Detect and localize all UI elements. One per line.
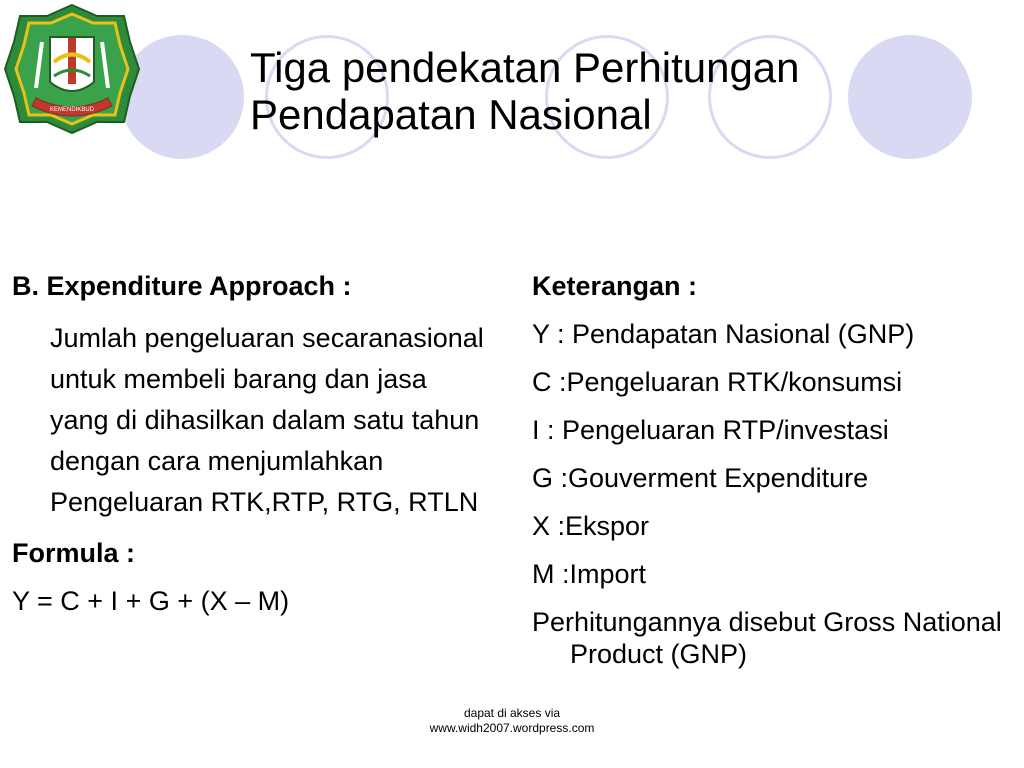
title-line-1: Tiga pendekatan Perhitungan — [250, 44, 800, 91]
footer-link[interactable]: www.widh2007.wordpress.com — [429, 721, 595, 735]
slide-title — [250, 44, 950, 138]
title-line-2: Pendapatan Nasional — [250, 91, 652, 138]
source-footer — [400, 706, 624, 736]
expenditure-approach-column — [12, 270, 492, 633]
formula-text: Y = C + I + G + (X – M) — [12, 586, 290, 616]
footer-line-1: dapat di akses via — [463, 706, 561, 720]
legend-item: X :Ekspor — [532, 511, 650, 541]
section-heading: B. Expenditure Approach : — [12, 271, 352, 301]
legend-item: M :Import — [532, 559, 647, 589]
legend-column — [532, 270, 1012, 686]
description-text: Jumlah pengeluaran secaranasional untuk membeli barang dan jasa yang di dihasilkan dalam satu tahun dengan cara menjumlahkan Pengeluaran RTK,RTP, RTG, RTLN — [50, 323, 484, 517]
legend-item: I : Pengeluaran RTP/investasi — [532, 415, 889, 445]
institution-logo — [2, 2, 142, 137]
formula-label: Formula : — [12, 538, 136, 568]
legend-item: G :Gouverment Expenditure — [532, 463, 869, 493]
legend-heading: Keterangan : — [532, 271, 698, 301]
legend-item: C :Pengeluaran RTK/konsumsi — [532, 367, 903, 397]
legend-item: Y : Pendapatan Nasional (GNP) — [532, 319, 915, 349]
logo-banner-text: KEMENDIKBUD — [49, 107, 95, 113]
legend-item: Perhitungannya disebut Gross National Product (GNP) — [532, 607, 1002, 669]
